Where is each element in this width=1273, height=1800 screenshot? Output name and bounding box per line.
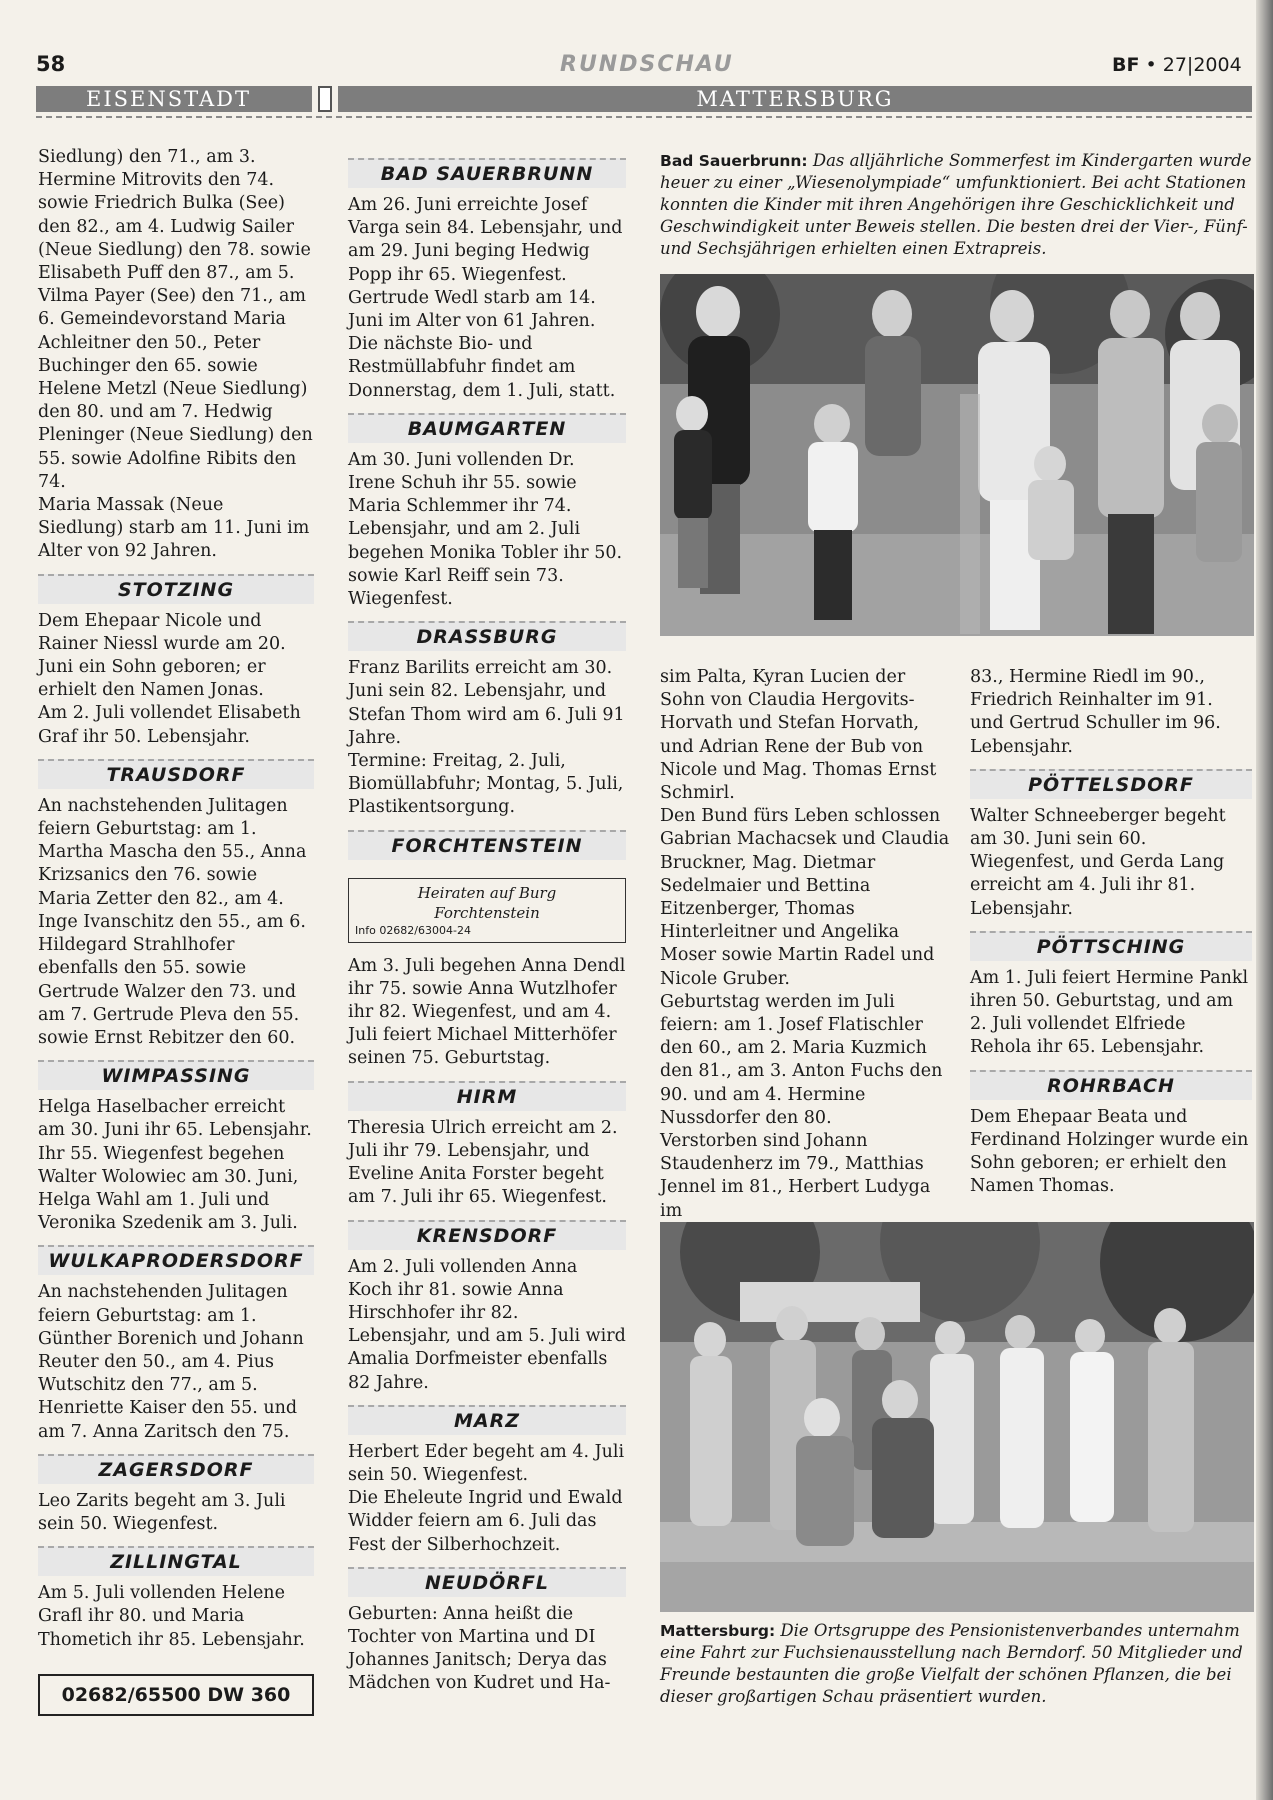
issue-label [1112, 54, 1242, 76]
article-text: Am 26. Juni erreichte Josef Varga sein 84. Lebensjahr, und am 29. Juni beging Hedwig Popp ihr 65. Wiegenfest. Gertrude Wedl starb am 14. Juni im Alter von 61 Jahren. Die nächste Bio- und Restmüllabfuhr findet am Donnerstag, dem 1. Juli, statt. [348, 195, 623, 401]
photo-caption-mattersburg [660, 1620, 1254, 1708]
header-rule [36, 116, 1252, 118]
article-text: An nachstehenden Julitagen feiern Geburtstag: am 1. Martha Mascha den 55., Anna Krizsanics den 76. sowie Maria Zetter den 82., am 4. Inge Ivanschitz den 55., am 6. Hildegard Strahlhofer ebenfalls den 55. sowie Gertrude Walzer den 73. und am 7. Gertrude Pleva den 55. sowie Ernst Rebitzer den 60. [38, 795, 307, 1048]
article-text: Die Eheleute Ingrid und Ewald Widder feiern am 6. Juli das Fest der Silberhochzeit. [348, 1488, 623, 1555]
heading-forchtenstein: FORCHTENSTEIN [348, 830, 626, 860]
publication-title: RUNDSCHAU [560, 52, 734, 77]
article-text: Am 1. Juli feiert Hermine Pankl ihren 50. Geburtstag, und am 2. Juli vollendet Elfriede Rehola ihr 65. Lebensjahr. [970, 967, 1249, 1058]
heading-krensdorf: KRENSDORF [348, 1220, 626, 1250]
caption-place: Mattersburg: [660, 1622, 776, 1640]
article-text: Am 2. Juli vollendet Elisabeth Graf ihr 50. Lebensjahr. [38, 703, 301, 747]
article-text: sim Palta, Kyran Lucien der Sohn von Claudia Hergovits-Horvath und Stefan Horvath, und Adrian Rene der Bub von Nicole und Mag. Thomas Ernst Schmirl. [660, 667, 937, 804]
photo-caption-bad-sauerbrunn [660, 150, 1254, 260]
issue-rest: • 27|2004 [1139, 54, 1242, 76]
article-text: Geburtstag werden im Juli feiern: am 1. Josef Flatischler den 60., am 2. Maria Kuzmich den 81., am 3. Anton Fuchs den 90. und am 4. Hermine Nussdorfer den 80. [660, 991, 943, 1128]
section-divider-mark [318, 86, 332, 112]
ad-info: Info 02682/63004-24 [355, 923, 471, 937]
photo-kindergarten-fest [660, 274, 1254, 636]
article-text: Den Bund fürs Leben schlossen Gabrian Machacsek und Claudia Bruckner, Mag. Dietmar Sedelmaier und Bettina Eitzenberger, Thomas Hinterleitner und Angelika Moser sowie Martin Radel und Nicole Gruber. [660, 806, 950, 989]
page-number: 58 [36, 52, 66, 76]
article-text: Franz Barilits erreicht am 30. Juni sein 82. Lebensjahr, und Stefan Thom wird am 6. Juli 91 Jahre. [348, 658, 625, 748]
heading-poettelsdorf: PÖTTELSDORF [970, 769, 1252, 799]
caption-text: Das alljährliche Sommerfest im Kindergarten wurde heuer zu einer „Wiesenolympiade“ umfunktioniert. Bei acht Stationen konnten die Kinder mit ihren Angehörigen ihre Geschicklichkeit und Geschwindigkeit unter Beweis stellen. Die besten drei der Vier-, Fünf- und Sechsjährigen erhielten einen Extrapreis. [660, 151, 1252, 258]
heading-wulkaprodersdorf: WULKAPRODERSDORF [38, 1245, 314, 1275]
article-text: Termine: Freitag, 2. Juli, Biomüllabfuhr; Montag, 5. Juli, Plastikentsorgung. [348, 751, 624, 818]
ad-line: Heiraten auf Burg [417, 883, 557, 902]
heading-baumgarten: BAUMGARTEN [348, 413, 626, 443]
article-text: Am 30. Juni vollenden Dr. Irene Schuh ihr 55. sowie Maria Schlemmer ihr 74. Lebensjahr, und am 2. Juli begehen Monika Tobler ihr 50. sowie Karl Reiff sein 73. Wiegenfest. [348, 449, 623, 610]
section-band-eisenstadt: EISENSTADT [36, 86, 312, 112]
section-band-mattersburg: MATTERSBURG [338, 86, 1252, 112]
article-text: Verstorben sind Johann Staudenherz im 79., Matthias Jennel im 81., Herbert Ludyga im [660, 1131, 931, 1221]
article-text: An nachstehenden Julitagen feiern Geburtstag: am 1. Günther Borenich und Johann Reuter den 50., am 4. Pius Wutschitz den 77., am 5. Henriette Kaiser den 55. und am 7. Anna Zaritsch den 75. [38, 1282, 304, 1442]
article-text: Am 3. Juli begehen Anna Dendl ihr 75. sowie Anna Wutzlhofer ihr 82. Wiegenfest, und am 4. Juli feiert Michael Mitterhöfer seinen 75. Geburtstag. [348, 955, 626, 1069]
photo-pensionisten-group [660, 1222, 1254, 1612]
phone-box: 02682/65500 DW 360 [38, 1674, 314, 1716]
issue-bold: BF [1112, 54, 1140, 76]
article-text: Am 5. Juli vollenden Helene Grafl ihr 80. und Maria Thometich ihr 85. Lebensjahr. [38, 1583, 305, 1650]
article-text: Geburten: Anna heißt die Tochter von Martina und DI Johannes Janitsch; Derya das Mädchen von Kudret und Ha- [348, 1603, 611, 1694]
heading-poettsching: PÖTTSCHING [970, 931, 1252, 961]
article-text: Siedlung) den 71., am 3. Hermine Mitrovits den 74. sowie Friedrich Bulka (See) den 82., am 4. Ludwig Sailer (Neue Siedlung) den 78. sowie Elisabeth Puff den 87., am 5. Vilma Payer (See) den 71., am 6. Gemeindevorstand Maria Achleitner den 50., Peter Buchinger den 65. sowie Helene Metzl (Neue Siedlung) den 80. und am 7. Hedwig Pleninger (Neue Siedlung) den 55. sowie Adolfine Ribits den 74. [38, 147, 313, 492]
article-text: 83., Hermine Riedl im 90., Friedrich Reinhalter im 91. und Gertrud Schuller im 96. Lebensjahr. [970, 667, 1221, 757]
caption-place: Bad Sauerbrunn: [660, 152, 808, 170]
column-3 [660, 666, 950, 1223]
scan-page-edge [1256, 0, 1273, 1800]
article-text: Dem Ehepaar Nicole und Rainer Niessl wurde am 20. Juni ein Sohn geboren; er erhielt den Namen Jonas. [38, 610, 286, 701]
heading-hirm: HIRM [348, 1081, 626, 1111]
column-4 [970, 666, 1252, 1198]
article-text: Theresia Ulrich erreicht am 2. Juli ihr 79. Lebensjahr, und Eveline Anita Forster begeht am 7. Juli ihr 65. Wiegenfest. [348, 1117, 618, 1208]
heading-trausdorf: TRAUSDORF [38, 759, 314, 789]
heading-zagersdorf: ZAGERSDORF [38, 1454, 314, 1484]
heading-rohrbach: ROHRBACH [970, 1070, 1252, 1100]
heading-neudoerfl: NEUDÖRFL [348, 1567, 626, 1597]
article-text: Am 2. Juli vollenden Anna Koch ihr 81. sowie Anna Hirschhofer ihr 82. Lebensjahr, und am 5. Juli wird Amalia Dorfmeister ebenfalls 82 Jahre. [348, 1256, 626, 1393]
ad-line: Forchtenstein [434, 903, 540, 922]
article-text: Maria Massak (Neue Siedlung) starb am 11. Juni im Alter von 92 Jahren. [38, 495, 310, 562]
column-2 [348, 146, 626, 1696]
article-text: Herbert Eder begeht am 4. Juli sein 50. Wiegenfest. [348, 1441, 625, 1485]
ad-box-forchtenstein [348, 878, 626, 943]
article-text: Leo Zarits begeht am 3. Juli sein 50. Wiegenfest. [38, 1490, 286, 1534]
heading-stotzing: STOTZING [38, 574, 314, 604]
heading-marz: MARZ [348, 1405, 626, 1435]
caption-text: Die Ortsgruppe des Pensionistenverbandes unternahm eine Fahrt zur Fuchsienausstellung nach Berndorf. 50 Mitglieder und Freunde bestaunten die große Vielfalt der schönen Pflanzen, die bei dieser großartigen Schau präsentiert wurden. [660, 1621, 1243, 1706]
heading-bad-sauerbrunn: BAD SAUERBRUNN [348, 158, 626, 188]
article-text: Helga Haselbacher erreicht am 30. Juni ihr 65. Lebensjahr. Ihr 55. Wiegenfest begehen Walter Wolowiec am 30. Juni, Helga Wahl am 1. Juli und Veronika Szedenik am 3. Juli. [38, 1097, 312, 1234]
heading-wimpassing: WIMPASSING [38, 1060, 314, 1090]
column-1 [38, 146, 314, 1716]
article-text: Dem Ehepaar Beata und Ferdinand Holzinger wurde ein Sohn geboren; er erhielt den Namen Thomas. [970, 1106, 1249, 1197]
article-text: Walter Schneeberger begeht am 30. Juni sein 60. Wiegenfest, und Gerda Lang erreicht am 4. Juli ihr 81. Lebensjahr. [970, 805, 1226, 919]
heading-drassburg: DRASSBURG [348, 621, 626, 651]
heading-zillingtal: ZILLINGTAL [38, 1546, 314, 1576]
